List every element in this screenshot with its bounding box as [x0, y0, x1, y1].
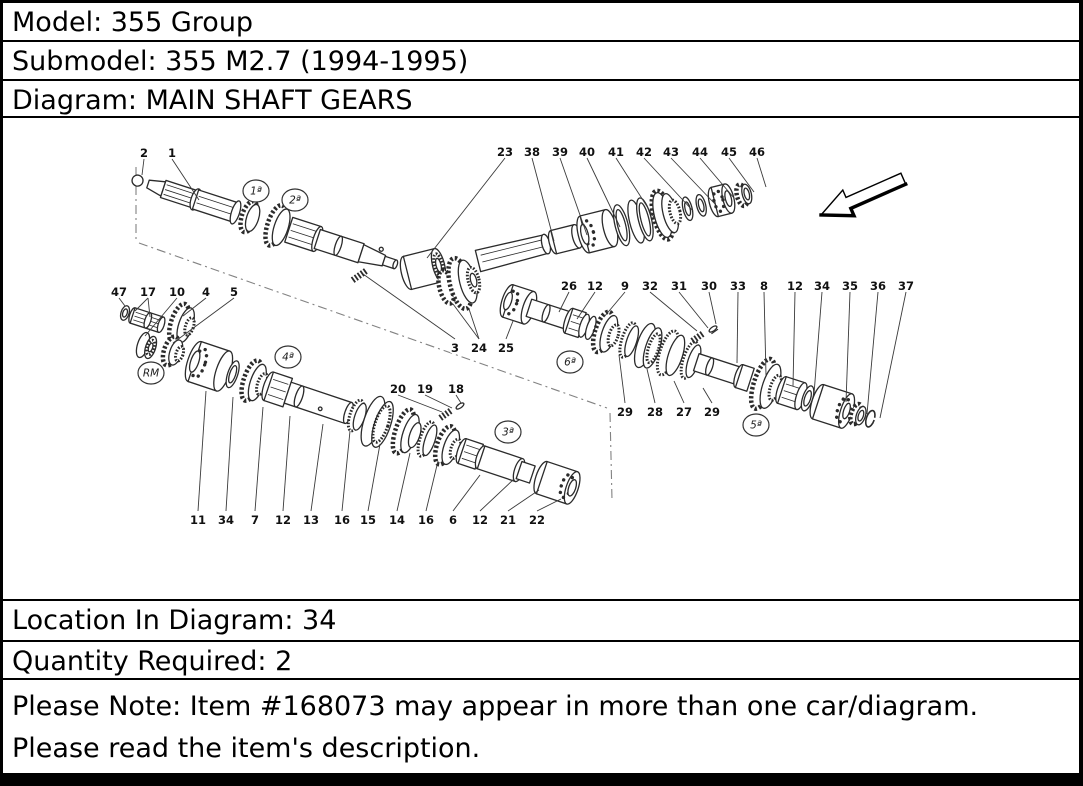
part-number-callout: 33	[729, 279, 747, 293]
callout-leader-line	[427, 158, 505, 258]
diagram-area	[3, 118, 1079, 601]
part-number-callout: 13	[302, 513, 320, 527]
note-text: Please Note: Item #168073 may appear in more than one car/diagram. Please read the item's description.	[12, 691, 979, 764]
callout-leader-line	[671, 158, 715, 204]
part-number-callout: 29	[616, 405, 634, 419]
part-number-callout: 10	[168, 285, 186, 299]
callout-leader-line	[142, 159, 144, 175]
part-number-callout: 40	[578, 145, 596, 159]
part-number-callout: 2	[139, 146, 149, 160]
part-number-callout: 24	[470, 341, 488, 355]
quantity-row	[3, 642, 1079, 680]
lower-shaft-assembly	[180, 335, 586, 515]
part-number-callout: 41	[607, 145, 625, 159]
part-number-callout: 29	[703, 405, 721, 419]
countershaft-assembly	[494, 274, 882, 444]
model-value: 355 Group	[110, 7, 254, 38]
part-number-callout: 14	[388, 513, 406, 527]
part-number-callout: 38	[523, 145, 541, 159]
callout-leader-line	[135, 298, 148, 311]
callout-leader-line	[368, 444, 380, 511]
input-shaft	[126, 159, 404, 285]
callout-leader-line	[604, 292, 625, 317]
main-shaft-gears-diagram	[3, 118, 1079, 599]
part-number-callout: 16	[333, 513, 351, 527]
part-number-callout: 22	[528, 513, 546, 527]
part-number-callout: 12	[586, 279, 604, 293]
reverse-idler-bearing	[134, 331, 160, 361]
part-number-callout: 34	[813, 279, 831, 293]
part-number-callout: 3	[450, 341, 460, 355]
part-number-callout: 35	[841, 279, 859, 293]
callout-leader-line	[757, 158, 766, 187]
part-number-callout: 30	[700, 279, 718, 293]
callout-leader-line	[119, 298, 125, 306]
callout-leader-line	[559, 292, 569, 312]
callout-leader-line	[674, 381, 684, 403]
part-number-callout: 31	[670, 279, 688, 293]
part-number-callout: 21	[499, 513, 517, 527]
part-number-callout: 1	[167, 146, 177, 160]
part-number-callout: 25	[497, 341, 515, 355]
part-number-callout: 27	[675, 405, 693, 419]
speed-badge-label: 6ª	[564, 356, 576, 369]
speed-badge-label: RM	[142, 367, 160, 380]
part-number-callout: 12	[786, 279, 804, 293]
part-number-callout: 18	[447, 382, 465, 396]
callout-leader-line	[650, 292, 697, 331]
callout-leader-line	[846, 292, 850, 402]
part-number-callout: 34	[217, 513, 235, 527]
callout-leader-line	[537, 499, 561, 511]
part-number-callout: 4	[201, 285, 211, 299]
speed-badge-label: 5ª	[750, 419, 762, 432]
part-number-callout: 45	[720, 145, 738, 159]
callout-leader-line	[311, 424, 323, 511]
part-number-callout: 16	[417, 513, 435, 527]
part-number-callout: 19	[416, 382, 434, 396]
location-value: 34	[302, 605, 337, 636]
speed-badge-label: 4ª	[282, 351, 294, 364]
submodel-value: 355 M2.7 (1994-1995)	[165, 46, 469, 77]
part-number-callout: 32	[641, 279, 659, 293]
retainer-clip	[708, 325, 718, 334]
model-row	[3, 3, 1079, 42]
part-number-callout: 5	[229, 285, 239, 299]
detent-pin	[455, 402, 465, 410]
callout-leader-line	[469, 309, 479, 339]
diagram-title-row	[3, 81, 1079, 118]
part-number-callout: 7	[250, 513, 260, 527]
note-row	[3, 680, 1065, 773]
callout-leader-line	[814, 292, 822, 394]
diagram-value: MAIN SHAFT GEARS	[145, 85, 413, 116]
callout-leader-line	[506, 321, 513, 339]
diagram-label: Diagram:	[12, 85, 146, 116]
callout-leader-line	[283, 416, 290, 511]
part-number-callout: 37	[897, 279, 915, 293]
callout-leader-line	[397, 453, 410, 511]
part-number-callout: 20	[389, 382, 407, 396]
callout-leader-line	[456, 395, 461, 403]
speed-badge-label: 1ª	[250, 185, 262, 198]
callout-leader-line	[226, 397, 233, 511]
callout-leader-line	[703, 388, 712, 403]
part-number-callout: 42	[635, 145, 653, 159]
quantity-value: 2	[275, 646, 293, 677]
pinion-shaft-assembly	[472, 169, 757, 286]
callout-leader-line	[880, 292, 906, 418]
part-number-callout: 23	[496, 145, 514, 159]
part-number-callout: 6	[448, 513, 458, 527]
callout-leader-line	[398, 395, 442, 412]
callout-leader-line	[647, 369, 655, 403]
callout-leader-line	[709, 292, 716, 324]
detent-spring-countershaft	[692, 333, 703, 341]
model-label: Model:	[12, 7, 111, 38]
part-number-callout: 17	[139, 285, 157, 299]
part-number-callout: 8	[759, 279, 769, 293]
part-number-callout: 28	[646, 405, 664, 419]
part-number-callout: 46	[748, 145, 766, 159]
speed-badge-label: 2ª	[289, 194, 301, 207]
part-number-callout: 44	[691, 145, 709, 159]
callout-leader-line	[342, 431, 350, 511]
direction-arrow-icon	[821, 173, 906, 216]
part-number-callout: 11	[189, 513, 207, 527]
submodel-label: Submodel:	[12, 46, 166, 77]
detent-spring-lower	[440, 410, 451, 418]
part-number-callout: 47	[110, 285, 128, 299]
location-label: Location In Diagram:	[12, 605, 303, 636]
callout-leader-line	[867, 292, 878, 414]
callout-leader-line	[532, 158, 554, 241]
part-number-callout: 39	[551, 145, 569, 159]
callout-leader-line	[508, 490, 539, 511]
callout-leader-line	[255, 407, 263, 511]
callout-leader-line	[425, 395, 452, 408]
callout-leader-line	[737, 292, 738, 363]
callout-leader-line	[426, 461, 438, 511]
part-number-callout: 36	[869, 279, 887, 293]
part-number-callout: 9	[620, 279, 630, 293]
callout-leader-line	[793, 292, 795, 386]
callout-leader-line	[453, 475, 480, 511]
part-number-callout: 15	[359, 513, 377, 527]
part-number-callout: 43	[662, 145, 680, 159]
callout-leader-line	[198, 391, 206, 511]
callout-leader-line	[679, 292, 708, 328]
callout-leader-line	[619, 355, 625, 403]
speed-badge-label: 3ª	[502, 426, 514, 439]
part-number-callout: 12	[274, 513, 292, 527]
quantity-label: Quantity Required:	[12, 646, 276, 677]
callout-leader-line	[453, 304, 479, 339]
location-row	[3, 601, 1079, 642]
part-number-callout: 26	[560, 279, 578, 293]
construction-lines	[136, 167, 612, 500]
submodel-row	[3, 42, 1079, 81]
part-number-callout: 12	[471, 513, 489, 527]
callout-leader-line	[560, 158, 587, 235]
callout-leader-line	[480, 479, 514, 511]
